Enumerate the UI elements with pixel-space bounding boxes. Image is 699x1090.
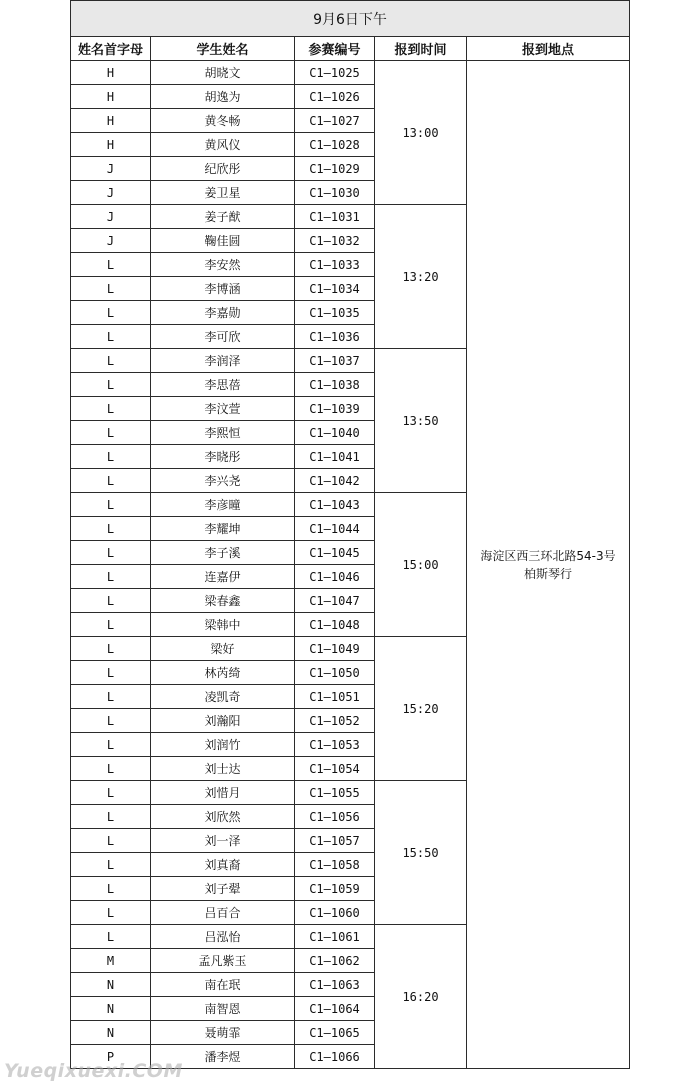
student-name-cell: 李可欣: [151, 325, 295, 349]
entry-number-cell: C1—1037: [295, 349, 375, 373]
header-name: 学生姓名: [151, 37, 295, 61]
entry-number-cell: C1—1049: [295, 637, 375, 661]
initial-cell: J: [71, 229, 151, 253]
initial-cell: L: [71, 541, 151, 565]
initial-cell: L: [71, 925, 151, 949]
entry-number-cell: C1—1063: [295, 973, 375, 997]
initial-cell: P: [71, 1045, 151, 1069]
student-name-cell: 刘一泽: [151, 829, 295, 853]
student-name-cell: 南智恩: [151, 997, 295, 1021]
student-name-cell: 李安然: [151, 253, 295, 277]
initial-cell: L: [71, 301, 151, 325]
schedule-table: [70, 0, 630, 1069]
initial-cell: L: [71, 253, 151, 277]
student-name-cell: 李子溪: [151, 541, 295, 565]
header-time: 报到时间: [375, 37, 467, 61]
student-name-cell: 黄冬畅: [151, 109, 295, 133]
header-location: 报到地点: [467, 37, 630, 61]
student-name-cell: 胡晓文: [151, 61, 295, 85]
initial-cell: H: [71, 61, 151, 85]
initial-cell: L: [71, 373, 151, 397]
initial-cell: L: [71, 517, 151, 541]
student-name-cell: 孟凡紫玉: [151, 949, 295, 973]
report-time-cell: 13:50: [375, 349, 467, 493]
student-name-cell: 李思蓓: [151, 373, 295, 397]
student-name-cell: 李彦曈: [151, 493, 295, 517]
initial-cell: L: [71, 589, 151, 613]
student-name-cell: 吕泓怡: [151, 925, 295, 949]
entry-number-cell: C1—1062: [295, 949, 375, 973]
initial-cell: L: [71, 805, 151, 829]
student-name-cell: 纪欣彤: [151, 157, 295, 181]
entry-number-cell: C1—1045: [295, 541, 375, 565]
entry-number-cell: C1—1039: [295, 397, 375, 421]
initial-cell: L: [71, 733, 151, 757]
entry-number-cell: C1—1059: [295, 877, 375, 901]
student-name-cell: 黄风仪: [151, 133, 295, 157]
initial-cell: N: [71, 973, 151, 997]
initial-cell: J: [71, 157, 151, 181]
initial-cell: L: [71, 637, 151, 661]
student-name-cell: 李博涵: [151, 277, 295, 301]
entry-number-cell: C1—1051: [295, 685, 375, 709]
student-name-cell: 姜卫星: [151, 181, 295, 205]
entry-number-cell: C1—1025: [295, 61, 375, 85]
entry-number-cell: C1—1054: [295, 757, 375, 781]
entry-number-cell: C1—1029: [295, 157, 375, 181]
entry-number-cell: C1—1043: [295, 493, 375, 517]
initial-cell: L: [71, 685, 151, 709]
initial-cell: M: [71, 949, 151, 973]
report-time-cell: 13:20: [375, 205, 467, 349]
initial-cell: L: [71, 421, 151, 445]
entry-number-cell: C1—1057: [295, 829, 375, 853]
entry-number-cell: C1—1047: [295, 589, 375, 613]
entry-number-cell: C1—1026: [295, 85, 375, 109]
entry-number-cell: C1—1031: [295, 205, 375, 229]
entry-number-cell: C1—1048: [295, 613, 375, 637]
entry-number-cell: C1—1034: [295, 277, 375, 301]
student-name-cell: 鞠佳圆: [151, 229, 295, 253]
student-name-cell: 梁韩中: [151, 613, 295, 637]
student-name-cell: 潘李煜: [151, 1045, 295, 1069]
student-name-cell: 林芮绮: [151, 661, 295, 685]
report-location-cell: 海淀区西三环北路54-3号 柏斯琴行: [467, 61, 630, 1069]
table-title: 9月6日下午: [71, 1, 630, 37]
report-time-cell: 15:20: [375, 637, 467, 781]
student-name-cell: 刘惜月: [151, 781, 295, 805]
header-initial: 姓名首字母: [71, 37, 151, 61]
initial-cell: L: [71, 661, 151, 685]
entry-number-cell: C1—1061: [295, 925, 375, 949]
header-row: [71, 37, 630, 61]
entry-number-cell: C1—1040: [295, 421, 375, 445]
entry-number-cell: C1—1028: [295, 133, 375, 157]
entry-number-cell: C1—1050: [295, 661, 375, 685]
initial-cell: L: [71, 325, 151, 349]
entry-number-cell: C1—1052: [295, 709, 375, 733]
entry-number-cell: C1—1065: [295, 1021, 375, 1045]
student-name-cell: 刘真裔: [151, 853, 295, 877]
initial-cell: N: [71, 997, 151, 1021]
student-name-cell: 李熙恒: [151, 421, 295, 445]
initial-cell: L: [71, 445, 151, 469]
initial-cell: J: [71, 181, 151, 205]
student-name-cell: 刘瀚阳: [151, 709, 295, 733]
report-time-cell: 13:00: [375, 61, 467, 205]
student-name-cell: 姜子猷: [151, 205, 295, 229]
entry-number-cell: C1—1038: [295, 373, 375, 397]
watermark-text: Yueqixuexi.COM: [4, 1060, 183, 1082]
initial-cell: N: [71, 1021, 151, 1045]
schedule-sheet: [70, 0, 629, 1069]
entry-number-cell: C1—1055: [295, 781, 375, 805]
header-number: 参赛编号: [295, 37, 375, 61]
initial-cell: L: [71, 613, 151, 637]
report-time-cell: 16:20: [375, 925, 467, 1069]
student-name-cell: 李兴尧: [151, 469, 295, 493]
entry-number-cell: C1—1046: [295, 565, 375, 589]
student-name-cell: 刘士达: [151, 757, 295, 781]
student-name-cell: 南在珉: [151, 973, 295, 997]
initial-cell: L: [71, 493, 151, 517]
initial-cell: L: [71, 757, 151, 781]
student-name-cell: 梁春鑫: [151, 589, 295, 613]
table-body: [71, 61, 630, 1069]
entry-number-cell: C1—1058: [295, 853, 375, 877]
entry-number-cell: C1—1066: [295, 1045, 375, 1069]
initial-cell: L: [71, 829, 151, 853]
initial-cell: L: [71, 469, 151, 493]
entry-number-cell: C1—1041: [295, 445, 375, 469]
entry-number-cell: C1—1064: [295, 997, 375, 1021]
student-name-cell: 连嘉伊: [151, 565, 295, 589]
student-name-cell: 李润泽: [151, 349, 295, 373]
student-name-cell: 刘润竹: [151, 733, 295, 757]
initial-cell: L: [71, 349, 151, 373]
report-time-cell: 15:00: [375, 493, 467, 637]
entry-number-cell: C1—1060: [295, 901, 375, 925]
student-name-cell: 凌凯奇: [151, 685, 295, 709]
entry-number-cell: C1—1053: [295, 733, 375, 757]
entry-number-cell: C1—1042: [295, 469, 375, 493]
student-name-cell: 李耀坤: [151, 517, 295, 541]
entry-number-cell: C1—1036: [295, 325, 375, 349]
entry-number-cell: C1—1027: [295, 109, 375, 133]
initial-cell: L: [71, 565, 151, 589]
student-name-cell: 胡逸为: [151, 85, 295, 109]
entry-number-cell: C1—1033: [295, 253, 375, 277]
student-name-cell: 李嘉勋: [151, 301, 295, 325]
initial-cell: L: [71, 709, 151, 733]
initial-cell: H: [71, 133, 151, 157]
initial-cell: L: [71, 853, 151, 877]
initial-cell: L: [71, 397, 151, 421]
student-name-cell: 刘子翚: [151, 877, 295, 901]
initial-cell: L: [71, 877, 151, 901]
entry-number-cell: C1—1056: [295, 805, 375, 829]
student-name-cell: 李汶萱: [151, 397, 295, 421]
initial-cell: L: [71, 781, 151, 805]
report-time-cell: 15:50: [375, 781, 467, 925]
entry-number-cell: C1—1044: [295, 517, 375, 541]
initial-cell: L: [71, 277, 151, 301]
entry-number-cell: C1—1030: [295, 181, 375, 205]
initial-cell: J: [71, 205, 151, 229]
student-name-cell: 聂萌霏: [151, 1021, 295, 1045]
initial-cell: L: [71, 901, 151, 925]
student-name-cell: 刘欣然: [151, 805, 295, 829]
entry-number-cell: C1—1032: [295, 229, 375, 253]
table-row: [71, 61, 630, 85]
student-name-cell: 李晓彤: [151, 445, 295, 469]
student-name-cell: 梁好: [151, 637, 295, 661]
entry-number-cell: C1—1035: [295, 301, 375, 325]
initial-cell: H: [71, 109, 151, 133]
initial-cell: H: [71, 85, 151, 109]
student-name-cell: 吕百合: [151, 901, 295, 925]
